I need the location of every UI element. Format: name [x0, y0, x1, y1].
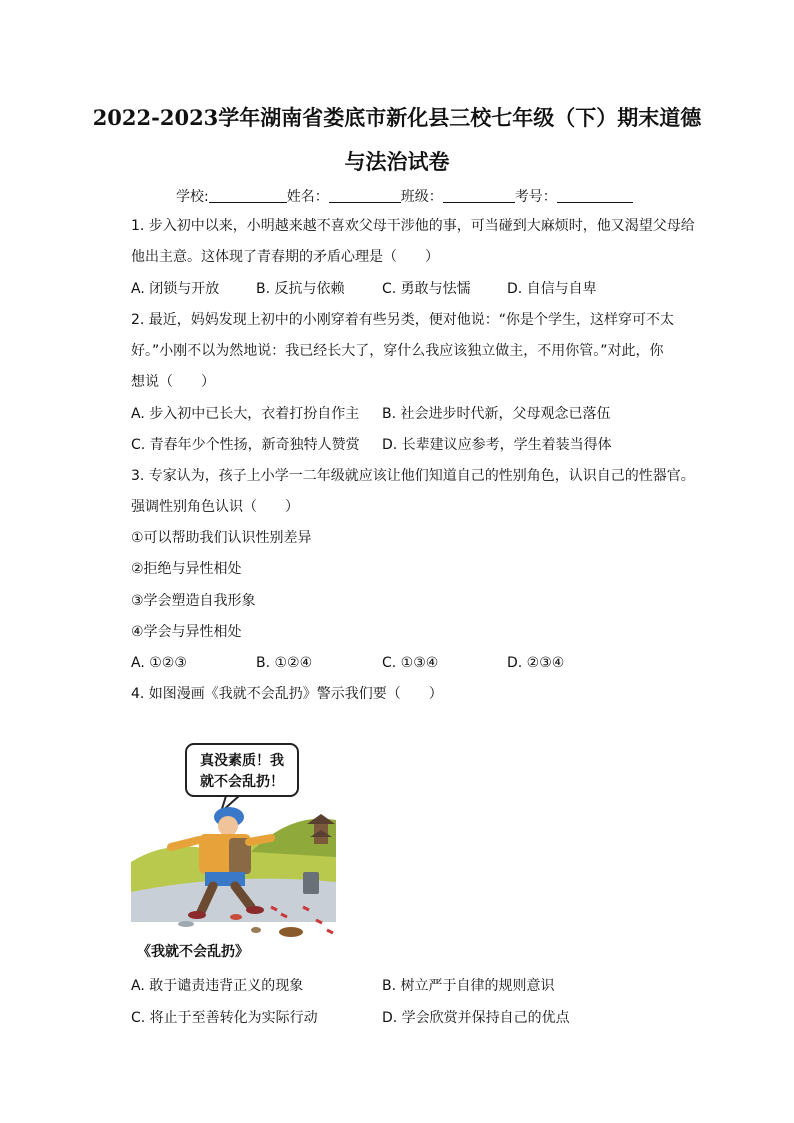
- q4-option-d[interactable]: D. 学会欣赏并保持自己的优点: [382, 1010, 570, 1026]
- q2-option-b[interactable]: B. 社会进步时代新，父母观念已落伍: [382, 406, 611, 422]
- student-info-row: [176, 186, 633, 206]
- exam-no-label: 考号：: [514, 189, 557, 205]
- question-2-line: 想说（ ）: [131, 374, 215, 390]
- q2-option-c[interactable]: C. 青春年少个性扬，新奇独特人赞赏: [131, 437, 360, 453]
- question-2-line: 好。”小刚不以为然地说：我已经长大了，穿什么我应该独立做主，不用你管。”对此，你: [131, 343, 664, 359]
- q1-option-d[interactable]: D. 自信与自卑: [507, 281, 597, 297]
- question-3-statement: ②拒绝与异性相处: [131, 561, 242, 577]
- question-3-statement: ③学会塑造自我形象: [131, 593, 256, 609]
- question-1-line: 他出主意。这体现了青春期的矛盾心理是（ ）: [131, 249, 439, 265]
- q1-option-b[interactable]: B. 反抗与依赖: [256, 281, 345, 297]
- q3-option-a[interactable]: A. ①②③: [131, 655, 187, 671]
- q4-option-c[interactable]: C. 将止于至善转化为实际行动: [131, 1010, 318, 1026]
- q3-option-c[interactable]: C. ①③④: [382, 655, 439, 671]
- name-label: 姓名：: [286, 189, 329, 205]
- q4-option-b[interactable]: B. 树立严于自律的规则意识: [382, 978, 555, 994]
- q3-option-d[interactable]: D. ②③④: [507, 655, 565, 671]
- page-title-line1: 2022-2023学年湖南省娄底市新化县三校七年级（下）期末道德: [92, 105, 702, 130]
- question-4-line: 4. 如图漫画《我就不会乱扔》警示我们要（ ）: [131, 686, 443, 702]
- q1-option-c[interactable]: C. 勇敢与怯懦: [382, 281, 471, 297]
- name-blank[interactable]: [329, 188, 401, 203]
- question-3-line: 3. 专家认为，孩子上小学一二年级就应该让他们知道自己的性别角色，认识自己的性器官。: [131, 468, 695, 484]
- class-blank[interactable]: [443, 188, 515, 203]
- exam-no-blank[interactable]: [557, 188, 633, 203]
- question-3-statement: ④学会与异性相处: [131, 624, 242, 640]
- school-label: 学校:: [176, 189, 209, 205]
- q3-option-b[interactable]: B. ①②④: [256, 655, 313, 671]
- bubble-text-line1: 真没素质！我: [200, 753, 284, 769]
- q2-option-a[interactable]: A. 步入初中已长大，衣着打扮自作主: [131, 406, 360, 422]
- cartoon-caption: 《我就不会乱扔》: [137, 944, 249, 960]
- question-1-line: 1. 步入初中以来，小明越来越不喜欢父母干涉他的事，可当碰到大麻烦时，他又渴望父母给: [131, 218, 695, 234]
- question-3-statement: ①可以帮助我们认识性别差异: [131, 530, 312, 546]
- q1-option-a[interactable]: A. 闭锁与开放: [131, 281, 220, 297]
- page-title-line2: 与法治试卷: [344, 149, 450, 174]
- question-2-line: 2. 最近，妈妈发现上初中的小刚穿着有些另类，便对他说：“你是个学生，这样穿可不太: [131, 312, 675, 328]
- question-3-line: 强调性别角色认识（ ）: [131, 499, 299, 515]
- cartoon-illustration: [131, 742, 336, 962]
- school-blank[interactable]: [209, 188, 287, 203]
- speech-bubble: [186, 744, 298, 812]
- q2-option-d[interactable]: D. 长辈建议应参考，学生着装当得体: [382, 437, 612, 453]
- class-label: 班级：: [400, 189, 443, 205]
- q4-option-a[interactable]: A. 敢于谴责违背正义的现象: [131, 978, 304, 994]
- bubble-text-line2: 就不会乱扔！: [200, 774, 284, 790]
